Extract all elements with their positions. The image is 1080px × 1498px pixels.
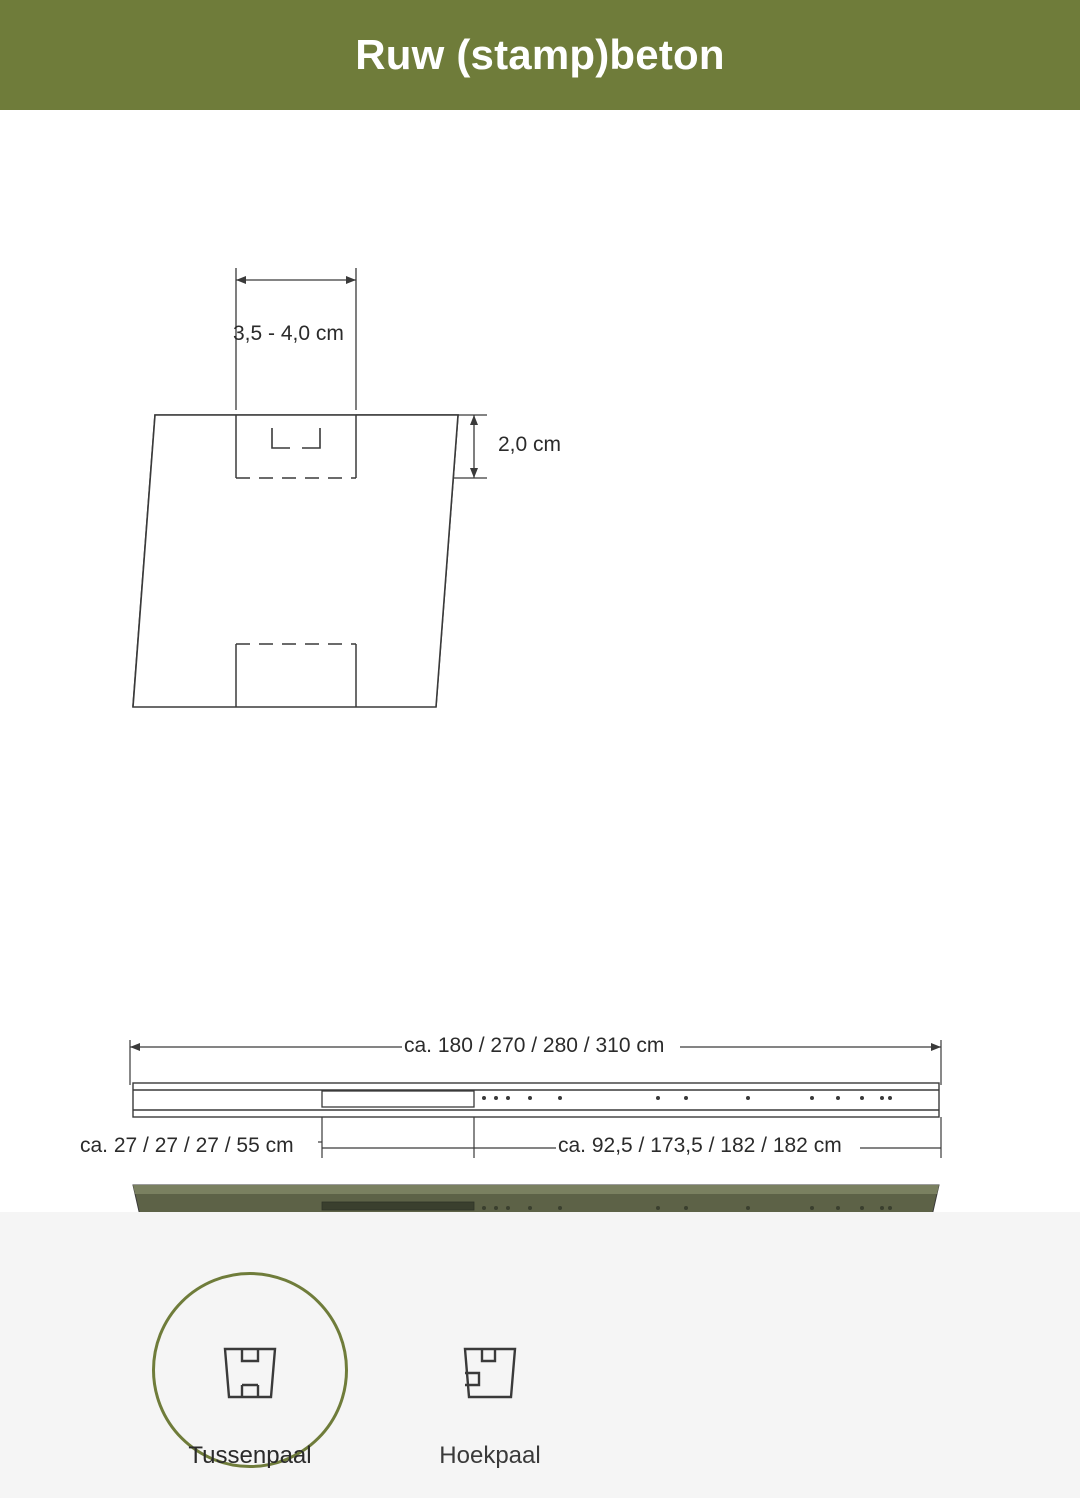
page-header: [0, 0, 1080, 110]
selection-ring: [152, 1272, 348, 1468]
post-middle-icon: [215, 1335, 285, 1405]
post-front-body: [133, 415, 458, 707]
post-corner-icon: [455, 1335, 525, 1405]
diagram-canvas: [0, 110, 1080, 1212]
total-length-label: ca. 180 / 270 / 280 / 310 cm: [404, 1034, 665, 1057]
post-type-option-hoekpaal[interactable]: [390, 1272, 590, 1470]
page-title: Ruw (stamp)beton: [355, 31, 725, 78]
post-type-selector: [0, 1212, 1080, 1498]
left-segment-label: ca. 27 / 27 / 27 / 55 cm: [80, 1134, 294, 1157]
width-dimension-label: 3,5 - 4,0 cm: [233, 322, 344, 345]
post-type-option-tussenpaal[interactable]: [150, 1272, 350, 1470]
post-type-label: Hoekpaal: [439, 1442, 541, 1469]
post-side-outline: [133, 1083, 939, 1117]
post-type-label: Tussenpaal: [188, 1442, 312, 1469]
right-segment-label: ca. 92,5 / 173,5 / 182 / 182 cm: [558, 1134, 842, 1157]
post-side-groove: [322, 1091, 474, 1107]
post-rendered-view: [133, 1185, 939, 1212]
depth-dimension-label: 2,0 cm: [498, 433, 562, 456]
selection-ring: [392, 1272, 588, 1468]
